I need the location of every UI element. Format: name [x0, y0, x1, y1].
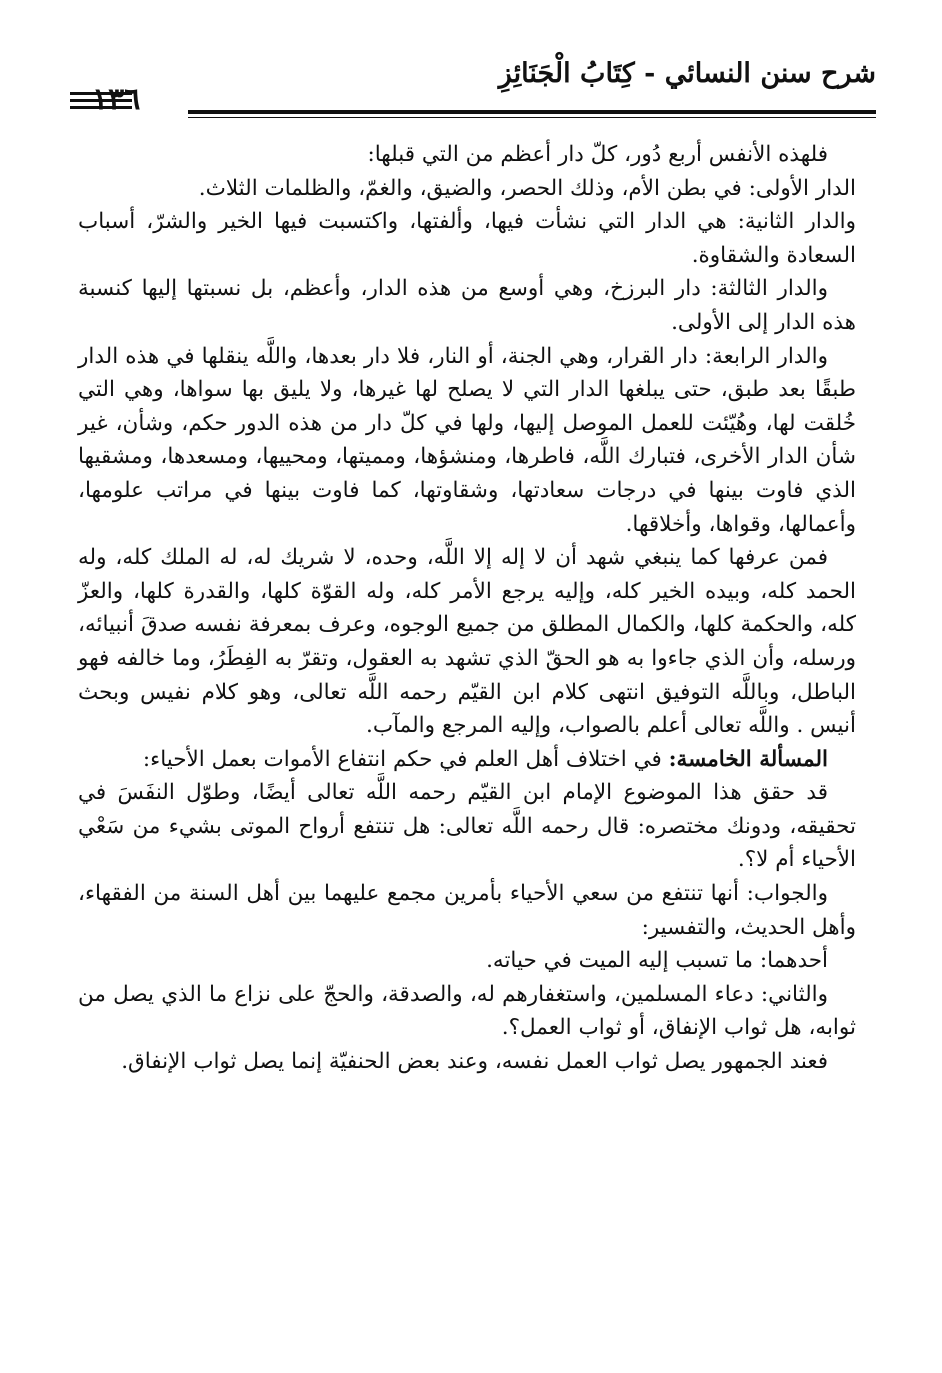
paragraph: قد حقق هذا الموضوع الإمام ابن القيّم رحمه اللَّه تعالى أيضًا، وطوّل النفَسَ في تحقيقه، ودونك مختصره: قال رحمه اللَّه تعالى: هل تنتفع أرواح الموتى بشيء من سَعْي الأحياء أم لا؟. [78, 780, 856, 873]
paragraph: فلهذه الأنفس أربع دُور، كلّ دار أعظم من التي قبلها: [367, 142, 828, 167]
section-heading: المسألة الخامسة: [668, 746, 828, 772]
page-header [70, 58, 876, 120]
header-rule-thin [188, 117, 876, 118]
paragraph: الدار الأولى: في بطن الأم، وذلك الحصر، والضيق، والغمّ، والظلمات الثلاث. [198, 175, 856, 201]
header-rule-thick [188, 110, 876, 114]
page-number: ١٣٦ [92, 82, 141, 117]
paragraph: أحدهما: ما تسبب إليه الميت في حياته. [486, 948, 828, 974]
paragraph: والجواب: أنها تنتفع من سعي الأحياء بأمرين مجمع عليهما بين أهل السنة من الفقهاء، وأهل الحديث، والتفسير: [78, 881, 856, 940]
paragraph: والثاني: دعاء المسلمين، واستغفارهم له، والصدقة، والحجّ على نزاع ما الذي يصل من ثوابه، هل ثواب الإنفاق، أو ثواب العمل؟. [78, 981, 856, 1041]
paragraph: والدار الرابعة: دار القرار، وهي الجنة، أو النار، فلا دار بعدها، واللَّه ينقلها في هذه الدار طبقًا بعد طبق، حتى يبلغها الدار التي لا يصلح لها غيرها، ولا يليق بها سواها، وهي التي خُلقت لها، وهُيّئت للعمل الموصل إليها، ولها في كلّ دار من هذه الدور حكم، وشأن، غير شأن الدار الأخرى، فتبارك اللَّه، فاطرها، ومنشؤها، ومميتها، ومحييها، ومسعدها، ومشقيها الذي فاوت بينها في درجات سعادتها، وشقاوتها، كما فاوت بينها في مراتب علومها، وأعمالها، وقواها، وأخلاقها. [78, 343, 856, 537]
paragraph: والدار الثالثة: دار البرزخ، وهي أوسع من هذه الدار، وأعظم، بل نسبتها إليها كنسبة هذه الدار إلى الأولى. [78, 276, 856, 335]
running-title: شرح سنن النسائي - كِتَابُ الْجَنَائِزِ [498, 58, 876, 89]
section-heading-text: في اختلاف أهل العلم في حكم انتفاع الأموات بعمل الأحياء: [142, 746, 669, 772]
paragraph: والدار الثانية: هي الدار التي نشأت فيها، وألفتها، واكتسبت فيها الخير والشرّ، أسباب السعادة والشقاوة. [78, 209, 856, 268]
paragraph-section-heading [78, 743, 856, 777]
paragraph: فمن عرفها كما ينبغي شهد أن لا إله إلا اللَّه، وحده، لا شريك له، له الملك كله، وله الحمد كله، وبيده الخير كله، وإليه يرجع الأمر كله، وله القوّة كلها، والقدرة كلها، والعزّ كله، والحكمة كلها، والكمال المطلق من جميع الوجوه، وعرف بمعرفة نفسه صدقَ أنبيائه، ورسله، وأن الذي جاءوا به هو الحقّ الذي تشهد به العقول، وتقرّ به الفِطَرُ، وما خالفه فهو الباطل، وباللَّه التوفيق انتهى كلام ابن القيّم رحمه اللَّه تعالى، وهو كلام نفيس وبحث أنيس . واللَّه تعالى أعلم بالصواب، وإليه المرجع والمآب. [78, 545, 856, 739]
page-body [78, 138, 856, 1079]
paragraph: فعند الجمهور يصل ثواب العمل نفسه، وعند بعض الحنفيّة إنما يصل ثواب الإنفاق. [121, 1049, 828, 1075]
